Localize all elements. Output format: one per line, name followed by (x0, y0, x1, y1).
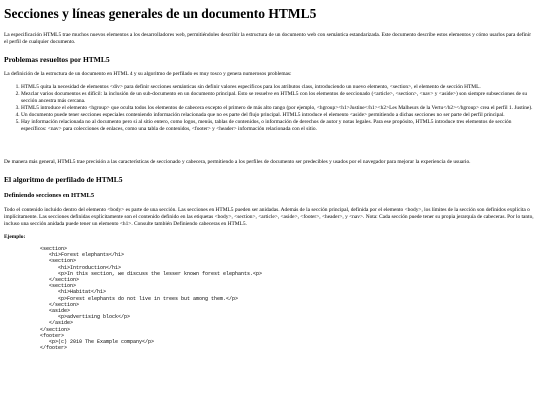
intro-paragraph: La especificación HTML5 trae muchos nuevos elementos a los desarrolladores web, permitiéndoles describir la estructura de un documento web con semántica estandarizada. Este documento describe estos elementos y cómo usarlos para definir el perfil de cualquier documento. (4, 32, 532, 45)
page-title: Secciones y líneas generales de un documento HTML5 (4, 6, 317, 21)
code-line: <section> (40, 283, 77, 290)
code-line: <p>advertising block</p> (40, 314, 131, 321)
code-line: <h1>Forest elephants</h1> (40, 252, 125, 259)
code-line: </section> (40, 326, 71, 333)
list-item: 1. HTML5 quita la necesidad de elementos <div> para definir secciones semánticas sin definir valores específicos para los atributos class, introduciendo un nuevo elemento, <section>, el elemento de sección HTML. (21, 84, 536, 91)
code-example (4, 246, 536, 351)
code-line: <aside> (40, 308, 71, 315)
code-line: <p>(c) 2010 The Example company</p> (40, 339, 155, 346)
code-line: </section> (40, 301, 80, 308)
problems-lead-paragraph: La definición de la estructura de un documento en HTML 4 y su algoritmo de perfilado es muy tosco y genera numerosos problemas: (4, 71, 292, 77)
list-item: 2. Mezclar varios documentos es difícil: la inclusión de un sub-documento en un documento principal. Esto se resuelve en HTML5 con los elementos de seccionado (<article>, <section>, <nav> y <aside>) son siempre subsecciones de su sección ancestra más cercana. (21, 91, 536, 105)
code-line: </aside> (40, 320, 74, 327)
subsection-heading-defining: Definiendo secciones en HTML5 (4, 192, 95, 199)
code-line: <h1>Habitat</h1> (40, 289, 107, 296)
spacer (4, 133, 536, 159)
code-line: <p>Forest elephants do not live in trees but among them.</p> (40, 295, 239, 302)
code-line: <section> (40, 246, 68, 252)
summary-paragraph: De manera más general, HTML5 trae precisión a las características de seccionado y cabecera, permitiendo a los perfiles de documento ser predecibles y usados por el navegador para mejorar la experiencia de usuario. (4, 159, 471, 165)
code-line: <p>In this section, we discuss the lesser known forest elephants.<p> (40, 270, 263, 277)
code-line: </footer> (40, 345, 68, 352)
defining-sections-paragraph: Todo el contenido incluido dentro del elemento <body> es parte de una sección. Las secciones en HTML5 pueden ser anidadas. Además de la sección principal, definida por el elemento <body>, los límites de la sección son definidos explícita o implícitamente. Las secciones definidas explícitamente son el contenido definido en las etiquetas <body>, <section>, <article>, <aside>, <footer>, <header>, y <nav>. Nota: Cada sección puede tener su propia jerarquía de cabeceras. Por lo tanto, incluso una sección anidada puede tener un elemento <h1>. Consulte también Definiendo cabeceras en HTML5. (4, 207, 534, 227)
code-line: <h1>Introduction</h1> (40, 264, 122, 271)
code-line: </section> (40, 277, 80, 284)
section-heading-algorithm: El algoritmo de perfilado de HTML5 (4, 175, 123, 184)
list-item: 5. Hay información relacionada no al documento pero si al sitio entero, como logos, menús, tablas de contenidos, o información de derechos de autor y notas legales. Para ese propósito, HTML5 introduce tres elementos de sección específicos: <nav> para colecciones de enlaces, como una tabla de contenidos, <footer> y <header> información relacionada con el sitio. (21, 119, 536, 133)
list-item: 3. HTML5 introduce el elemento <hgroup> que oculta todos los elementos de cabecera excepto el primero de más alto rango (por ejemplo, <hgroup><h1>Justine</h1><h2>Les Malheurs de la Vertu</h2></hgroup> crea el perfil 1. Justine). (21, 105, 536, 112)
code-line: <footer> (40, 332, 65, 339)
example-label: Ejemplo: (4, 234, 26, 240)
list-item: 4. Un documento puede tener secciones especiales conteniendo información relacionada que no es parte del flujo principal. HTML5 introduce el elemento <aside> permitiendo a dichas secciones no ser parte del perfil principal. (21, 112, 536, 119)
section-heading-problems: Problemas resueltos por HTML5 (4, 55, 110, 64)
code-line: <section> (40, 258, 77, 265)
problems-list (4, 84, 536, 133)
